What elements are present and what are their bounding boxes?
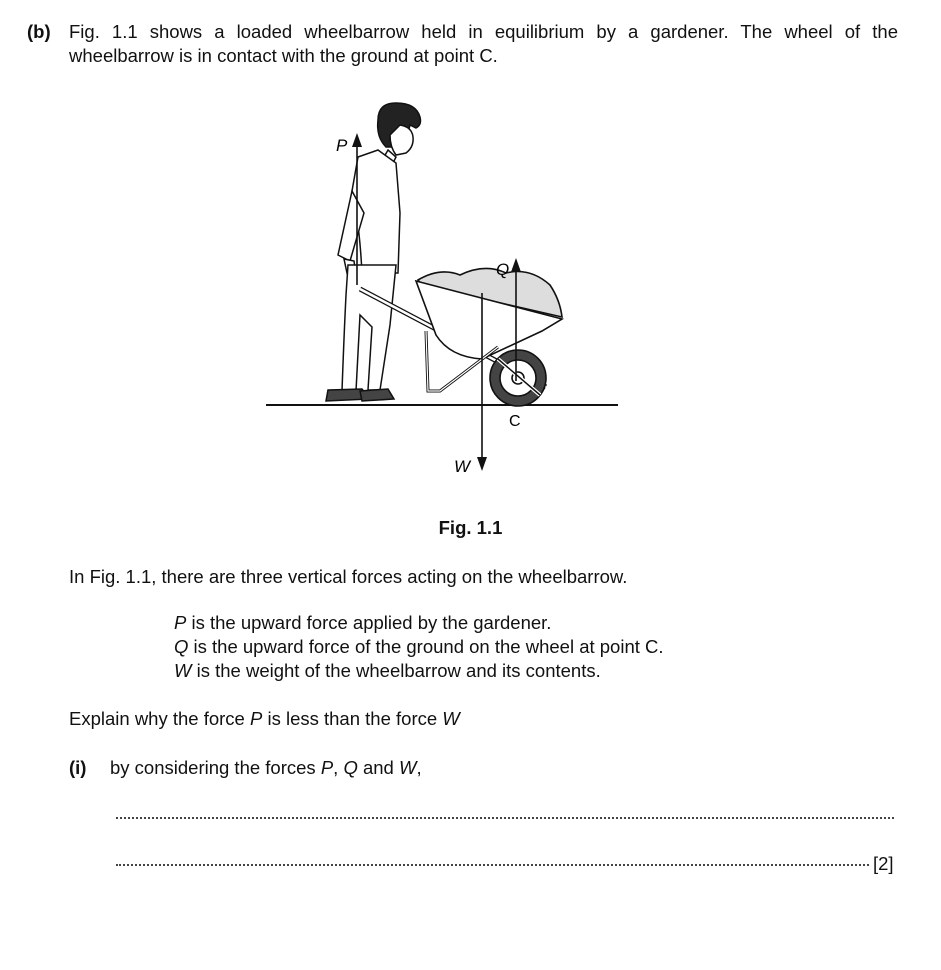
subpart-sep-2: and	[357, 757, 399, 778]
symbol-q: Q	[174, 636, 189, 657]
forces-intro: In Fig. 1.1, there are three vertical forces acting on the wheelbarrow.	[69, 566, 628, 587]
part-label: (b)	[27, 21, 51, 42]
explain-prompt	[69, 707, 460, 731]
subpart-symbol-w: W	[398, 757, 417, 778]
subpart-suffix: ,	[416, 757, 422, 778]
definition-w-text: is the weight of the wheelbarrow and its contents.	[191, 660, 601, 681]
definition-p-text: is the upward force applied by the gardener.	[186, 612, 552, 633]
question-intro-line-1: Fig. 1.1 shows a loaded wheelbarrow held in equilibrium by a gardener. The wheel of the	[69, 21, 898, 42]
question-intro-line-2: wheelbarrow is in contact with the ground at point C.	[69, 45, 498, 66]
subpart-sep-1: ,	[333, 757, 344, 778]
definition-q-text: is the upward force of the ground on the wheel at point C.	[188, 636, 664, 657]
definition-q	[174, 635, 664, 659]
explain-text: Explain why the force	[69, 708, 250, 729]
explain-mid: is less than the force	[262, 708, 443, 729]
subpart-text	[110, 756, 422, 780]
symbol-p: P	[174, 612, 187, 633]
label-w: W	[454, 457, 471, 476]
answer-line-2[interactable]	[116, 864, 869, 866]
definition-p	[174, 611, 551, 635]
explain-symbol-w: W	[442, 708, 460, 729]
wheelbarrow-figure	[250, 95, 630, 485]
answer-line-1[interactable]	[116, 817, 894, 819]
label-p: P	[336, 136, 348, 155]
explain-symbol-p: P	[249, 708, 263, 729]
subpart-symbol-p: P	[320, 757, 334, 778]
definition-w	[174, 659, 601, 683]
marks-indicator: [2]	[873, 853, 894, 874]
subpart-prefix: by considering the forces	[110, 757, 321, 778]
label-c: C	[509, 413, 521, 430]
label-q: Q	[496, 260, 510, 279]
figure-caption: Fig. 1.1	[438, 517, 503, 538]
symbol-w: W	[174, 660, 192, 681]
subpart-label: (i)	[69, 757, 87, 778]
subpart-symbol-q: Q	[343, 757, 358, 778]
